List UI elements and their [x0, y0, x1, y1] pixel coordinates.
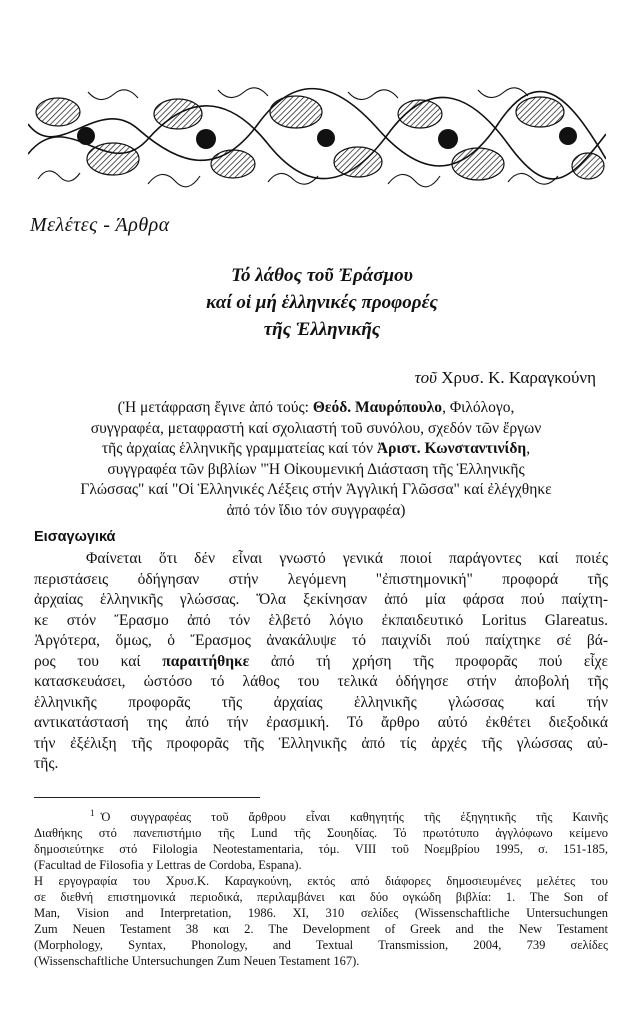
body-line: τῆς.: [34, 755, 59, 772]
body-line: Ἀργότερα, ὅμως, ὁ Ἔρασμος ἀνακάλυψε τό παιχνίδι πού παίχτηκε σέ βά-: [34, 632, 608, 649]
footnote-line: (Wissenschaftliche Untersuchungen Zum Neuen Testament 167).: [34, 954, 360, 969]
footnote-line: δημοσιεύτηκε στό Filologia Neotestamentaria, τόμ. VIII τοῦ Νοεμβρίου 1995, σ. 151-185,: [34, 842, 608, 857]
translation-text: συγγραφέα τῶν βιβλίων "Ἡ Οἰκουμενική Διάσταση τῆς Ἑλληνικῆς: [107, 460, 525, 478]
translator-name: Ἀριστ. Κωνσταντινίδη: [376, 440, 527, 457]
footnote-line: $^1$ Ὁ συγγραφέας τοῦ ἄρθρου εἶναι καθηγητής τῆς ἐξηγητικῆς τῆς Καινῆς: [90, 808, 608, 825]
section-label: Μελέτες - Άρθρα: [30, 214, 170, 236]
title-line: καί οἱ μή ἑλληνικές προφορές: [206, 292, 438, 313]
body-line: αντικατάστασή της ἀπό τήν ἐρασμική. Τό ἄρθρο αὐτό ἐκθέτει διεξοδικά: [34, 714, 608, 731]
footnote-divider: [34, 797, 260, 798]
translation-text: τῆς ἀρχαίας ἑλληνικῆς γραμματείας καί τόν: [101, 440, 377, 457]
article-title: [0, 262, 644, 343]
emphasized-word: παραιτήθηκε: [162, 652, 250, 670]
body-line: ἑλληνικῆς προφορᾶς τῆς ἀρχαίας ἑλληνικῆς γλώσσας καί τήν: [34, 693, 608, 711]
section-heading: Εισαγωγικά: [34, 529, 116, 545]
translation-text: Γλώσσας" καί "Οἱ Ἑλληνικές Λέξεις στήν Ἀγγλική Γλῶσσα" καί ἐλέγχθηκε: [80, 481, 552, 498]
body-line: ἀρχαίας ἑλληνικῆς γλώσσας. Ὅλα ξεκίνησαν ἀπό μία φάρσα πού παίχτη-: [34, 591, 608, 608]
body-line: ρος του καί παραιτήθηκε ἀπό τή χρήση τῆς προφορᾶς πού εἶχε: [34, 652, 608, 670]
title-line: Τό λάθος τοῦ Ἐράσμου: [231, 265, 413, 286]
footnote-line: Διαθήκης στό πανεπιστήμιο τῆς Lund τῆς Σουηδίας. Τό πρωτότυπο ἀγγλόφωνο κείμενο: [34, 826, 608, 841]
body-line: τήν ἐξέλιξη τῆς προφορᾶς τῆς Ἑλληνικῆς ἀπό τίς ἀρχές τῆς γλώσσας αὐ-: [34, 734, 608, 752]
body-line: κατασκευάσει, ὡστόσο τό λάθος του τελικά ὁδήγησε στήν ἀποβολή τῆς: [34, 673, 608, 690]
footnote-line: σε διεθνή επιστημονικά περιοδικά, περιλαμβάνει και δύο ογκώδη βιβλία: 1. The Son of: [34, 890, 608, 905]
footnote-number: 1: [90, 808, 95, 818]
footnote-line: Η εργογραφία του Χρυσ.Κ. Καραγκούνη, εκτός από διάφορες δημοσιευμένες μελέτες του: [34, 874, 608, 889]
footnote-block: [34, 805, 608, 969]
translator-name: Θεόδ. Μαυρόπουλο: [312, 399, 443, 416]
author-prefix: τοῦ: [414, 368, 437, 387]
author-byline: [415, 368, 596, 388]
author-name: Χρυσ. Κ. Καραγκούνη: [441, 368, 596, 387]
translation-text: συγγραφέα, μεταφραστή καί σχολιαστή τοῦ συνόλου, σχεδόν τῶν ἔργων: [90, 419, 542, 437]
body-paragraph: [34, 549, 608, 775]
translation-text: , Φιλόλογο,: [442, 399, 515, 416]
translation-note: [36, 398, 596, 521]
footnote-line: (Facultad de Filosofia y Lettras de Cordoba, Espana).: [34, 858, 302, 873]
title-line: τῆς Ἑλληνικῆς: [263, 319, 381, 340]
footnote-line: (Morphology, Syntax, Phonology, and Textual Transmission, 2004, 739 σελίδες: [34, 938, 608, 953]
footnote-line: Man, Vision and Interpretation, 1986. XI, 310 σελίδες (Wissenschaftliche Untersuchungen: [34, 906, 608, 921]
footnote-line: Zum Neuen Testament 38 και 2. The Development of Greek and the New Testament: [34, 922, 608, 937]
translation-text: (Ἡ μετάφραση ἔγινε ἀπό τούς:: [117, 399, 313, 416]
translation-text: ,: [526, 440, 531, 457]
body-line: Φαίνεται ὅτι δέν εἶναι γνωστό γενικά ποιοί παράγοντες καί ποιές: [86, 550, 608, 567]
floral-ornament-banner: [28, 84, 606, 194]
body-line: περιστάσεις ὁδήγησαν στήν λεγόμενη "ἐπιστημονική" προφορά τῆς: [34, 570, 608, 588]
translation-text: ἀπό τόν ἴδιο τόν συγγραφέα): [226, 501, 406, 519]
body-line: κε στόν Ἔρασμο ἀπό τόν ἑλβετό λόγιο ἐκπαιδευτικό Loritus Glareatus.: [34, 611, 608, 629]
